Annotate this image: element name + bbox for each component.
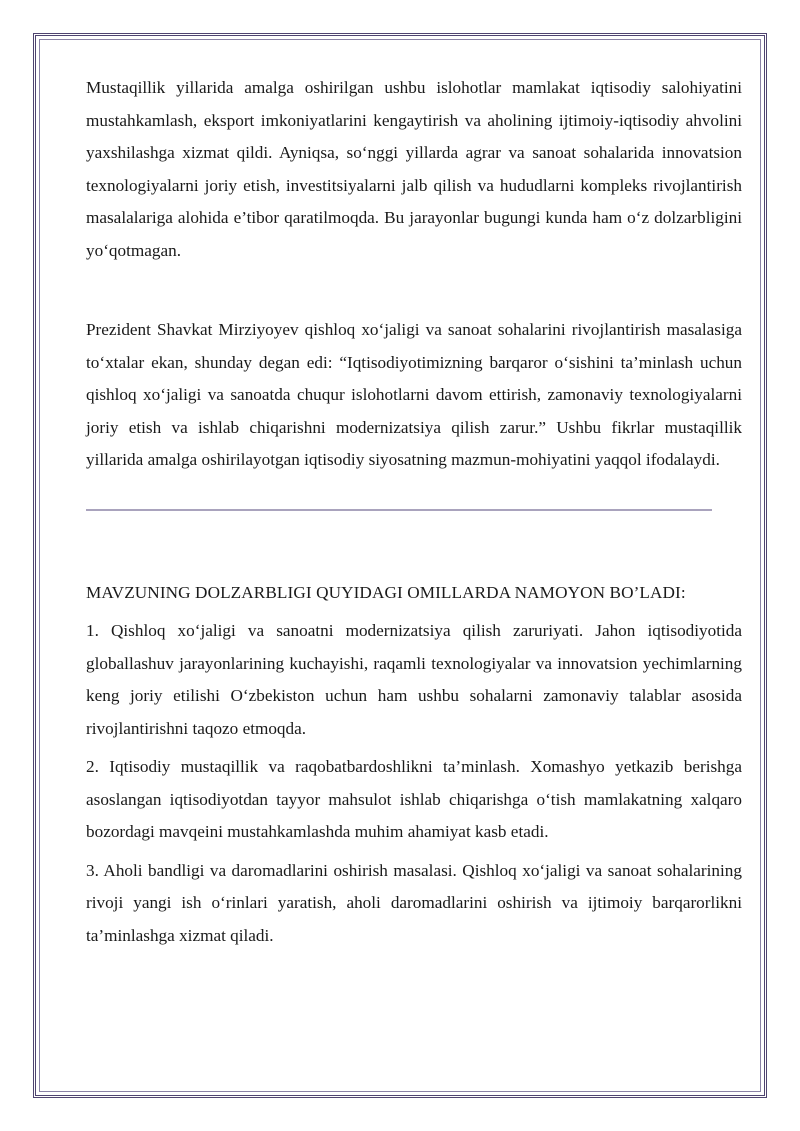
list-item-employment: 3. Aholi bandligi va daromadlarini oshirish masalasi. Qishloq xo‘jaligi va sanoat sohalarining rivoji yangi ish o‘rinlari yaratish, aholi daromadlarini oshirish va ijtimoiy barqarorlikni ta’minlashga xizmat qiladi.	[86, 860, 742, 945]
paragraph-reforms: Mustaqillik yillarida amalga oshirilgan ushbu islohotlar mamlakat iqtisodiy salohiyatini mustahkamlash, eksport imkoniyatlarini kengaytirish va aholining ijtimoiy-iqtisodiy ahvolini yaxshilashga xizmat qildi. Ayniqsa, so‘nggi yillarda agrar va sanoat sohalarida innovatsion texnologiyalarni joriy etish, investitsiyalarni jalb qilish va hududlarni kompleks rivojlantirish masalalariga alohida e’tibor qaratilmoqda. Bu jarayonlar bugungi kunda ham o‘z dolzarbligini yo‘qotmagan.	[86, 78, 742, 260]
list-item-modernization: 1. Qishloq xo‘jaligi va sanoatni modernizatsiya qilish zaruriyati. Jahon iqtisodiyotida globallashuv jarayonlarining kuchayishi, raqamli texnologiyalar va innovatsion yechimlarning keng joriy etilishi O‘zbekiston uchun ham ushbu sohalarni zamonaviy talablar asosida rivojlantirishni taqozo etmoqda.	[86, 621, 742, 738]
paragraph-president-quote: Prezident Shavkat Mirziyoyev qishloq xo‘jaligi va sanoat sohalarini rivojlantirish masalasiga to‘xtalar ekan, shunday degan edi: “Iqtisodiyotimizning barqaror o‘sishini ta’minlash uchun qishloq xo‘jaligi va sanoatda chuqur islohotlarni davom ettirish, zamonaviy texnologiyalarni joriy etish va ishlab chiqarishni modernizatsiya qilish zarur.” Ushbu fikrlar mustaqillik yillarida amalga oshirilayotgan iqtisodiy siyosatning mazmun-mohiyatini yaqqol ifodalaydi.	[86, 320, 742, 469]
horizontal-divider	[86, 509, 712, 511]
document-body	[86, 72, 742, 952]
section-heading: MAVZUNING DOLZARBLIGI QUYIDAGI OMILLARDA NAMOYON BO’LADI:	[86, 582, 686, 602]
list-item-independence: 2. Iqtisodiy mustaqillik va raqobatbardoshlikni ta’minlash. Xomashyo yetkazib berishga asoslangan iqtisodiyotdan tayyor mahsulot ishlab chiqarishga o‘tish mamlakatning xalqaro bozordagi mavqeini mustahkamlashda muhim ahamiyat kasb etadi.	[86, 757, 742, 841]
